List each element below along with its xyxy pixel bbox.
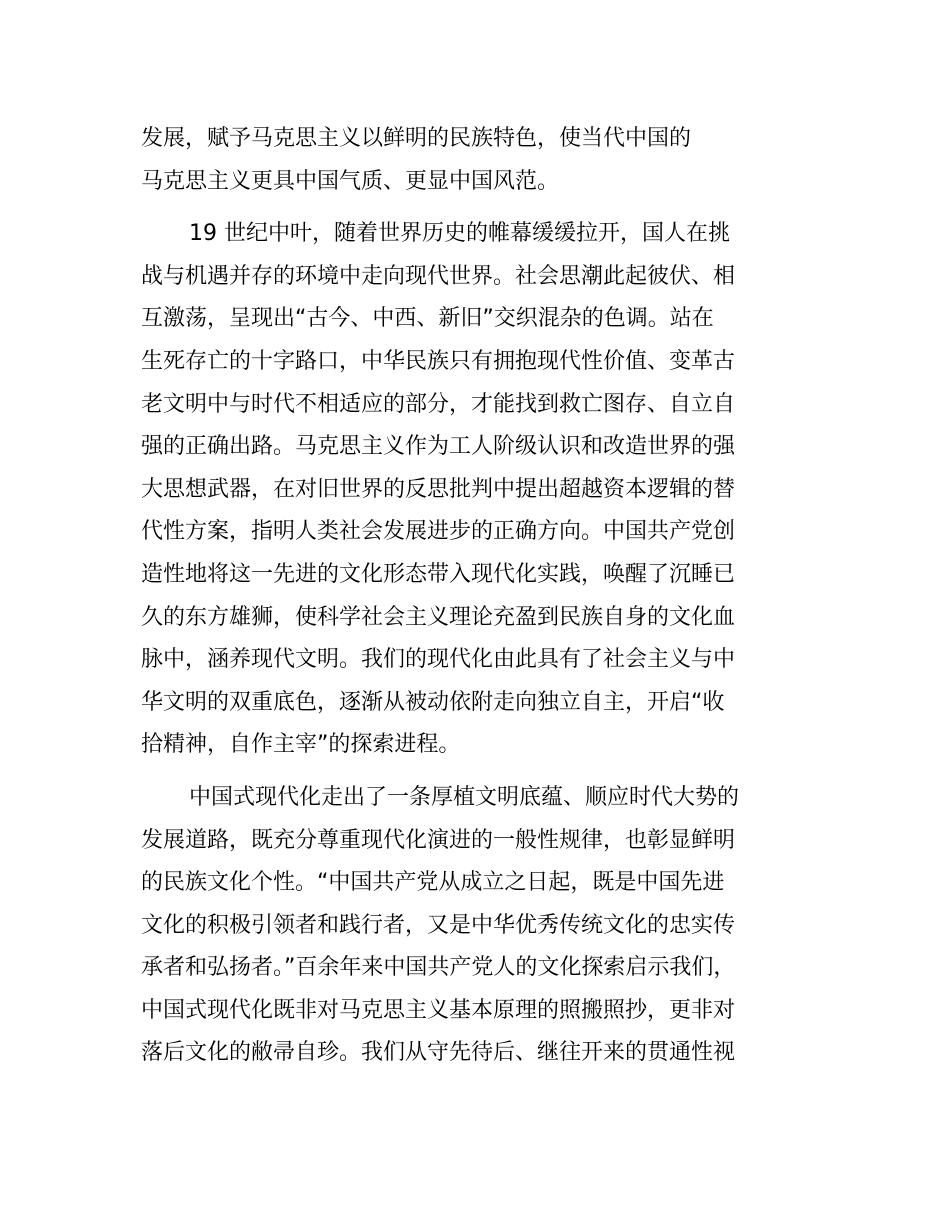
text-line: 发展道路，既充分尊重现代化演进的一般性规律，也彰显鲜明: [141, 827, 736, 853]
text-line: 文化的积极引领者和践行者，又是中华优秀传统文化的忠实传: [141, 912, 736, 938]
text-line: 久的东方雄狮，使科学社会主义理论充盈到民族自身的文化血: [141, 604, 736, 630]
text-line: 承者和弘扬者。”百余年来中国共产党人的文化探索启示我们，: [141, 955, 736, 981]
text-line: 华文明的双重底色，逐渐从被动依附走向独立自主，开启“收: [141, 689, 725, 715]
paragraph-continuation: [141, 118, 813, 203]
text-line: 脉中，涵养现代文明。我们的现代化由此具有了社会主义与中: [141, 647, 736, 673]
document-body: [141, 118, 813, 1085]
text-line-first: 中国式现代化走出了一条厚植文明底蕴、顺应时代大势的: [189, 784, 740, 810]
text-line: 拾精神，自作主宰”的探索进程。: [141, 732, 461, 758]
text-line: 大思想武器，在对旧世界的反思批判中提出超越资本逻辑的替: [141, 476, 736, 502]
text-line: 中国式现代化既非对马克思主义基本原理的照搬照抄，更非对: [141, 997, 736, 1023]
text-line: 生死存亡的十字路口，中华民族只有拥抱现代性价值、变革古: [141, 348, 736, 374]
text-line: 马克思主义更具中国气质、更显中国风范。: [141, 168, 560, 194]
text-line: 的民族文化个性。“中国共产党从成立之日起，既是中国先进: [141, 870, 725, 896]
text-line: 发展，赋予马克思主义以鲜明的民族特色，使当代中国的: [141, 126, 692, 151]
paragraph-nineteenth-century: [141, 213, 813, 767]
text-line: 老文明中与时代不相适应的部分，才能找到救亡图存、自立自: [141, 391, 736, 417]
text-line: 强的正确出路。马克思主义作为工人阶级认识和改造世界的强: [141, 434, 736, 460]
text-line: 战与机遇并存的环境中走向现代世界。社会思潮此起彼伏、相: [141, 263, 736, 289]
text-line-first: 19 世纪中叶，随着世界历史的帷幕缓缓拉开，国人在挑: [189, 221, 730, 247]
text-line: 互激荡，呈现出“古今、中西、新旧”交织混杂的色调。站在: [141, 306, 714, 332]
text-line: 落后文化的敝帚自珍。我们从守先待后、继往开来的贯通性视: [141, 1040, 736, 1066]
text-line: 造性地将这一先进的文化形态带入现代化实践，唤醒了沉睡已: [141, 561, 736, 587]
paragraph-chinese-modernization: [141, 777, 813, 1075]
text-line: 代性方案，指明人类社会发展进步的正确方向。中国共产党创: [141, 519, 736, 545]
